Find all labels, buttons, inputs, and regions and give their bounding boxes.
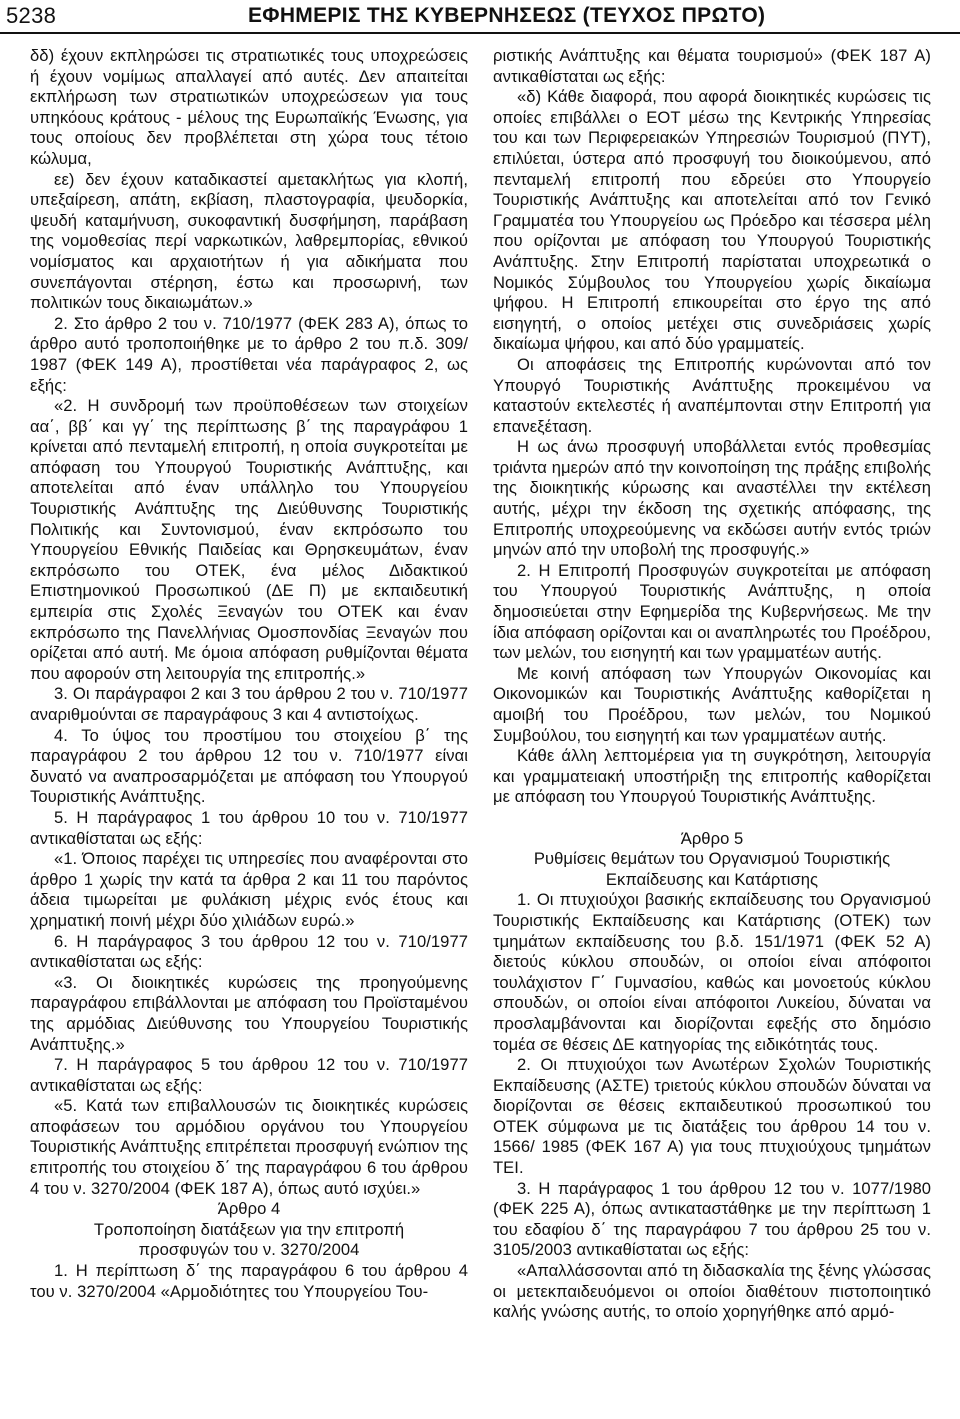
paragraph: ριστικής Ανάπτυξης και θέματα τουρισμού» (ΦΕΚ 187 Α) αντικαθίσταται ως εξής:	[493, 46, 931, 86]
paragraph: «1. Όποιος παρέχει τις υπηρεσίες που αναφέρονται στο άρθρο 1 χωρίς την κατά τα άρθρα 2 και 11 του παρόντος άδεια τιμωρείται με φυλάκιση μέχρις ενός έτους και χρηματική ποινή μέχρι δύο χιλιάδων ευρώ.»	[30, 849, 468, 930]
right-column	[493, 46, 931, 1323]
paragraph: 3. Η παράγραφος 1 του άρθρου 12 του ν. 1077/1980 (ΦΕΚ 225 Α), όπως αντικαταστάθηκε με την περίπτωση 1 του εδαφίου δ΄ της παραγράφου 7 του άρθρου 25 του ν. 3105/2003 αντικαθίσταται ως εξής:	[493, 1178, 931, 1260]
paragraph: 6. Η παράγραφος 3 του άρθρου 12 του ν. 710/1977 αντικαθίσταται ως εξής:	[30, 931, 468, 972]
article-5-title-line-1: Ρυθμίσεις θεμάτων του Οργανισμού Τουριστικής	[533, 849, 891, 869]
paragraph: 2. Η Επιτροπή Προσφυγών συγκροτείται με απόφαση του Υπουργού Τουριστικής Ανάπτυξης, η οποία δημοσιεύεται στην Εφημερίδα της Κυβερνήσεως. Με την ίδια απόφαση ορίζονται και οι αναπληρωτές του Προέδρου, των μελών, του εισηγητή και των γραμματέων αυτής.	[493, 560, 931, 663]
header-rule	[0, 32, 960, 34]
paragraph: δδ) έχουν εκπληρώσει τις στρατιωτικές τους υποχρεώσεις ή έχουν νομίμως απαλλαγεί από αυτές. Δεν απαιτείται εκπλήρωση των στρατιωτικών υποχρεώσεων για τους υπηκόους κράτους - μέλους της Ευρωπαϊκής Ένωσης, για τους οποίους δεν προβλέπεται στη χώρα τους τέτοιο κώλυμα,	[30, 46, 468, 168]
page-number: 5238	[6, 3, 57, 28]
article-4-title-line-1: Τροποποίηση διατάξεων για την επιτροπή	[93, 1219, 405, 1239]
paragraph: 7. Η παράγραφος 5 του άρθρου 12 του ν. 710/1977 αντικαθίσταται ως εξής:	[30, 1055, 468, 1095]
article-4-title-line-2: προσφυγών του ν. 3270/2004	[138, 1240, 360, 1260]
paragraph: 3. Οι παράγραφοι 2 και 3 του άρθρου 2 του ν. 710/1977 αναριθμούνται σε παραγράφους 3 και 4 αντιστοίχως.	[30, 684, 468, 724]
paragraph: 1. Η περίπτωση δ΄ της παραγράφου 6 του άρθρου 4 του ν. 3270/2004 «Αρμοδιότητες του Υπουργείου Του-	[30, 1261, 468, 1301]
article-4-heading: Άρθρο 4	[217, 1199, 281, 1219]
paragraph: «δ) Κάθε διαφορά, που αφορά διοικητικές κυρώσεις τις οποίες επιβάλλει ο ΕΟΤ μέσω της Κεντρικής Υπηρεσίας του και των Περιφερειακών Υπηρεσιών Τουρισμού (ΠΥΤ), επιλύεται, ύστερα από προσφυγή του διοικούμενου, από πενταμελή επιτροπή που εδρεύει στο Υπουργείο Τουριστικής Ανάπτυξης και αποτελείται από τον Γενικό Γραμματέα του Υπουργείου ως Πρόεδρο και τέσσερα μέλη που ορίζονται με απόφαση του Υπουργού Τουριστικής Ανάπτυξης. Στην Επιτροπή παρίσταται υποχρεωτικά ο Νομικός Σύμβουλος του Υπουργείου χωρίς δικαίωμα ψήφου. Η Επιτροπή επικουρείται στο έργο της από εισηγητή, ο οποίος μετέχει στις συνεδριάσεις χωρίς δικαίωμα ψήφου, και από δύο γραμματείς.	[493, 87, 931, 354]
paragraph: Κάθε άλλη λεπτομέρεια για τη συγκρότηση, λειτουργία και γραμματειακή υποστήριξη της επιτροπής καθορίζεται με απόφαση του Υπουργού Τουριστικής Ανάπτυξης.	[493, 746, 931, 807]
paragraph: εε) δεν έχουν καταδικαστεί αμετακλήτως για κλοπή, υπεξαίρεση, απάτη, εκβίαση, πλαστογραφία, ψευδορκία, ψευδή καταμήνυση, συκοφαντική δυσφήμηση, παράβαση της νομοθεσίας περί ναρκωτικών, λαθρεμπορίας, εθνικού νομίσματος και αρχαιοτήτων ή για αδικήματα που συνεπάγονται στέρηση, έστω και προσωρινή, των πολιτικών τους δικαιωμάτων.»	[30, 169, 468, 313]
paragraph: Με κοινή απόφαση των Υπουργών Οικονομίας και Οικονομικών και Τουριστικής Ανάπτυξης καθορίζεται η αμοιβή του Προέδρου, των μελών, του Νομικού Συμβούλου, του εισηγητή και των γραμματέων αυτής.	[493, 663, 931, 745]
paragraph: 2. Οι πτυχιούχοι των Ανωτέρων Σχολών Τουριστικής Εκπαίδευσης (ΑΣΤΕ) τριετούς κύκλου σπουδών δύναται να διορίζονται σε θέσεις εκπαιδευτικού προσωπικού του ΟΤΕΚ σύμφωνα με τις διατάξεις του άρθρου 14 του ν. 1566/ 1985 (ΦΕΚ 167 Α) για τους πτυχιούχους τμημάτων ΤΕΙ.	[493, 1055, 931, 1178]
paragraph: «Απαλλάσσονται από τη διδασκαλία της ξένης γλώσσας οι μετεκπαιδευόμενοι οι οποίοι διαθέτουν πιστοποιητικό καλής γνώσης αυτής, το οποίο χορηγήθηκε από αρμό-	[493, 1261, 931, 1322]
page-header	[0, 0, 960, 34]
paragraph: Οι αποφάσεις της Επιτροπής κυρώνονται από τον Υπουργό Τουριστικής Ανάπτυξης προκειμένου να καταστούν εκτελεστές ή αναπέμπονται στην Επιτροπή για επανεξέταση.	[493, 354, 931, 436]
paragraph: 4. Το ύψος του προστίμου του στοιχείου β΄ της παραγράφου 2 του άρθρου 12 του ν. 710/1977 είναι δυνατό να αναπροσαρμόζεται με απόφαση του Υπουργού Τουριστικής Ανάπτυξης.	[30, 725, 468, 807]
article-5-title-line-2: Εκπαίδευσης και Κατάρτισης	[605, 869, 819, 889]
left-column	[30, 46, 468, 1302]
paragraph: «3. Οι διοικητικές κυρώσεις της προηγούμενης παραγράφου επιβάλλονται με απόφαση του Προϊσταμένου της αρμόδιας Διεύθυνσης του Υπουργείου Τουριστικής Ανάπτυξης.»	[30, 972, 468, 1054]
paragraph: «5. Κατά των επιβαλλουσών τις διοικητικές κυρώσεις αποφάσεων του αρμόδιου οργάνου του Υπουργείου Τουριστικής Ανάπτυξης επιτρέπεται προσφυγή ενώπιον της επιτροπής του στοιχείου δ΄ της παραγράφου 6 του άρθρου 4 του ν. 3270/2004 (ΦΕΚ 187 Α), όπως αυτό ισχύει.»	[30, 1096, 468, 1198]
paragraph: 1. Οι πτυχιούχοι βασικής εκπαίδευσης του Οργανισμού Τουριστικής Εκπαίδευσης και Κατάρτισης (ΟΤΕΚ) των τμημάτων εκπαίδευσης του β.δ. 151/1971 (ΦΕΚ 52 Α) διετούς κύκλου σπουδών, οι οποίοι είναι απόφοιτοι τουλάχιστον Γ΄ Γυμνασίου, καθώς και μονοετούς κύκλου σπουδών, οι οποίοι είναι απόφοιτοι Λυκείου, δύναται να προσλαμβάνονται και διορίζονται εφεξής στο δημόσιο τομέα σε θέσεις ΔΕ κατηγορίας της ειδικότητάς τους.	[493, 890, 931, 1054]
paragraph: 2. Στο άρθρο 2 του ν. 710/1977 (ΦΕΚ 283 Α), όπως το άρθρο αυτό τροποποιήθηκε με το άρθρο 2 του π.δ. 309/ 1987 (ΦΕΚ 149 Α), προστίθεται νέα παράγραφος 2, ως εξής:	[30, 313, 468, 395]
paragraph: 5. Η παράγραφος 1 του άρθρου 10 του ν. 710/1977 αντικαθίσταται ως εξής:	[30, 807, 468, 848]
paragraph: Η ως άνω προσφυγή υποβάλλεται εντός προθεσμίας τριάντα ημερών από την κοινοποίηση της πράξης επιβολής της διοικητικής κύρωσης και αναστέλλει την εκτέλεση αυτής, μέχρι την έκδοση της σχετικής απόφασης, της Επιτροπής υποχρεούμενης να εκδώσει αυτήν εντός τριών μηνών από την υποβολή της προσφυγής.»	[493, 437, 931, 560]
article-5-heading: Άρθρο 5	[680, 828, 744, 848]
paragraph: «2. Η συνδρομή των προϋποθέσεων των στοιχείων αα΄, ββ΄ και γγ΄ της περίπτωσης β΄ της παραγράφου 1 κρίνεται από πενταμελή επιτροπή, η οποία συγκροτείται με απόφαση του Υπουργού Τουριστικής Ανάπτυξης, και αποτελείται από έναν υπάλληλο του Υπουργείου Τουριστικής Ανάπτυξης της Διεύθυνσης Τουριστικής Πολιτικής και Συντονισμού, έναν εκπρόσωπο του Υπουργείου Εθνικής Παιδείας και Θρησκευμάτων, έναν εκπρόσωπο του ΟΤΕΚ, ένα μέλος Διδακτικού Επιστημονικού Προσωπικού (ΔΕ Π) με εκπαιδευτική εμπειρία στις Σχολές Ξεναγών του ΟΤΕΚ και έναν εκπρόσωπο της Πανελλήνιας Ομοσπονδίας Ξεναγών που ορίζεται από αυτή. Με όμοια απόφαση ρυθμίζονται θέματα που αφορούν στη λειτουργία της επιτροπής.»	[30, 396, 468, 683]
journal-title: ΕΦΗΜΕΡΙΣ ΤΗΣ ΚΥΒΕΡΝΗΣΕΩΣ (ΤΕΥΧΟΣ ΠΡΩΤΟ)	[248, 4, 766, 27]
